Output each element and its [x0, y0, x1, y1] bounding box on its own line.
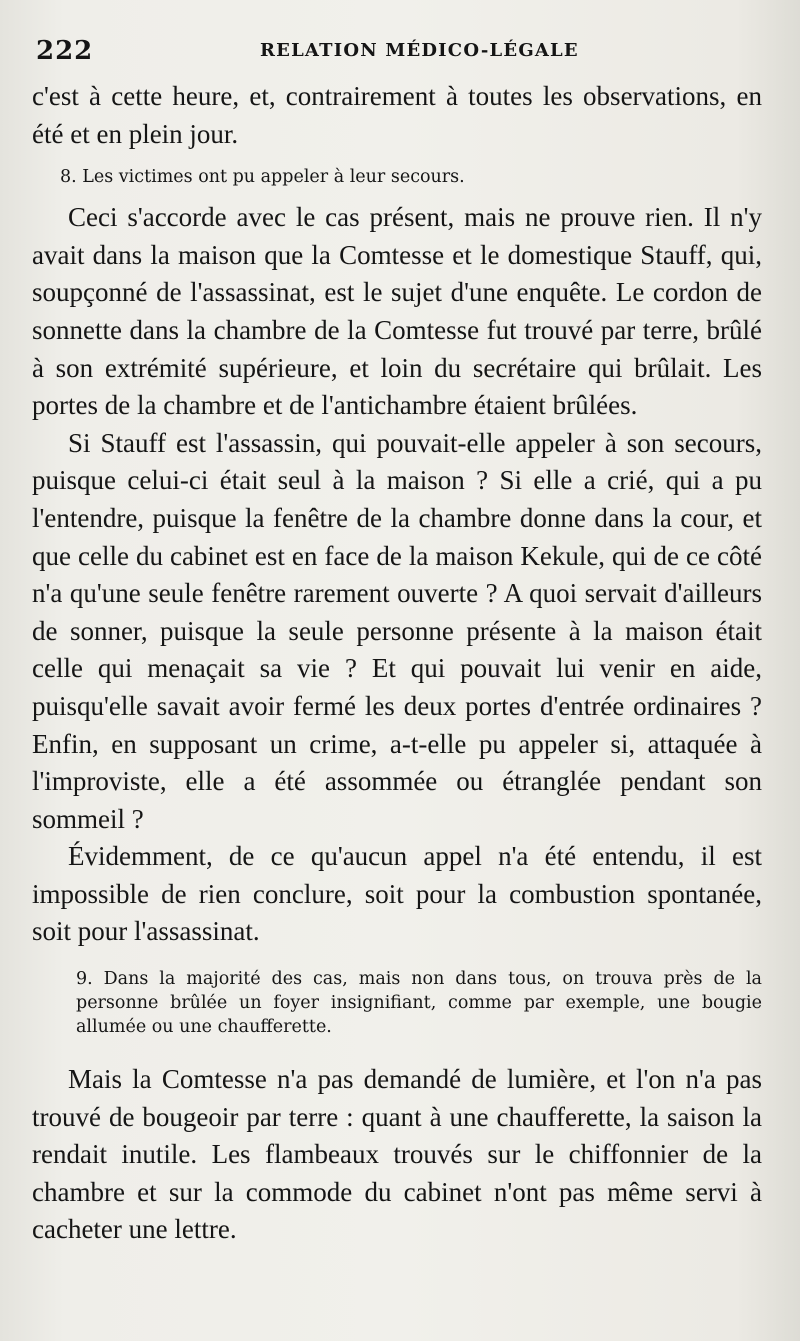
item-9-number: 9.: [76, 969, 93, 990]
item-9-text: Dans la majorité des cas, mais non dans tous, on trouva près de la personne brûlée un foyer insignifiant, comme par exemple, une bougie allumée ou une chaufferette.: [76, 969, 762, 1038]
page-body: [32, 78, 762, 1249]
page-header: [30, 36, 770, 76]
paragraph-evidemment: Évidemment, de ce qu'aucun appel n'a été entendu, il est impossible de rien conclure, soit pour la combustion spontanée, soit pour l'assassinat.: [32, 841, 762, 947]
paragraph-continuation: c'est à cette heure, et, contrairement à toutes les observations, en été et en plein jour.: [32, 81, 762, 149]
paragraph-mais: Mais la Comtesse n'a pas demandé de lumière, et l'on n'a pas trouvé de bougeoir par terre : quant à une chaufferette, la saison la rendait inutile. Les flambeaux trouvés sur le chiffonnier de la chambre et sur la commode du cabinet n'ont pas même servi à cacheter une lettre.: [32, 1064, 762, 1245]
numbered-item-8: 8. Les victimes ont pu appeler à leur secours.: [60, 167, 465, 188]
paragraph-ceci: Ceci s'accorde avec le cas présent, mais ne prouve rien. Il n'y avait dans la maison que la Comtesse et le domestique Stauff, qui, soupçonné de l'assassinat, est le sujet d'une enquête. Le cordon de sonnette dans la chambre de la Comtesse fut trouvé par terre, brûlé à son extrémité supérieure, et loin du secrétaire qui brûlait. Les portes de la chambre et de l'antichambre étaient brûlées.: [32, 202, 762, 421]
running-head: RELATION MÉDICO-LÉGALE: [260, 40, 579, 61]
page-number: 222: [36, 36, 94, 66]
numbered-item-9: [76, 967, 762, 1039]
paragraph-si-stauff: Si Stauff est l'assassin, qui pouvait-elle appeler à son secours, puisque celui-ci était seul à la maison ? Si elle a crié, qui a pu l'entendre, puisque la fenêtre de la chambre donne dans la cour, et que celle du cabinet est en face de la maison Kekule, qui de ce côté n'a qu'une seule fenêtre rarement ouverte ? A quoi servait d'ailleurs de sonner, puisque la seule personne présente à la maison était celle qui menaçait sa vie ? Et qui pouvait lui venir en aide, puisqu'elle savait avoir fermé les deux portes d'entrée ordinaires ? Enfin, en supposant un crime, a-t-elle pu appeler si, attaquée à l'improviste, elle a été assommée ou étranglée pendant son sommeil ?: [32, 427, 762, 834]
